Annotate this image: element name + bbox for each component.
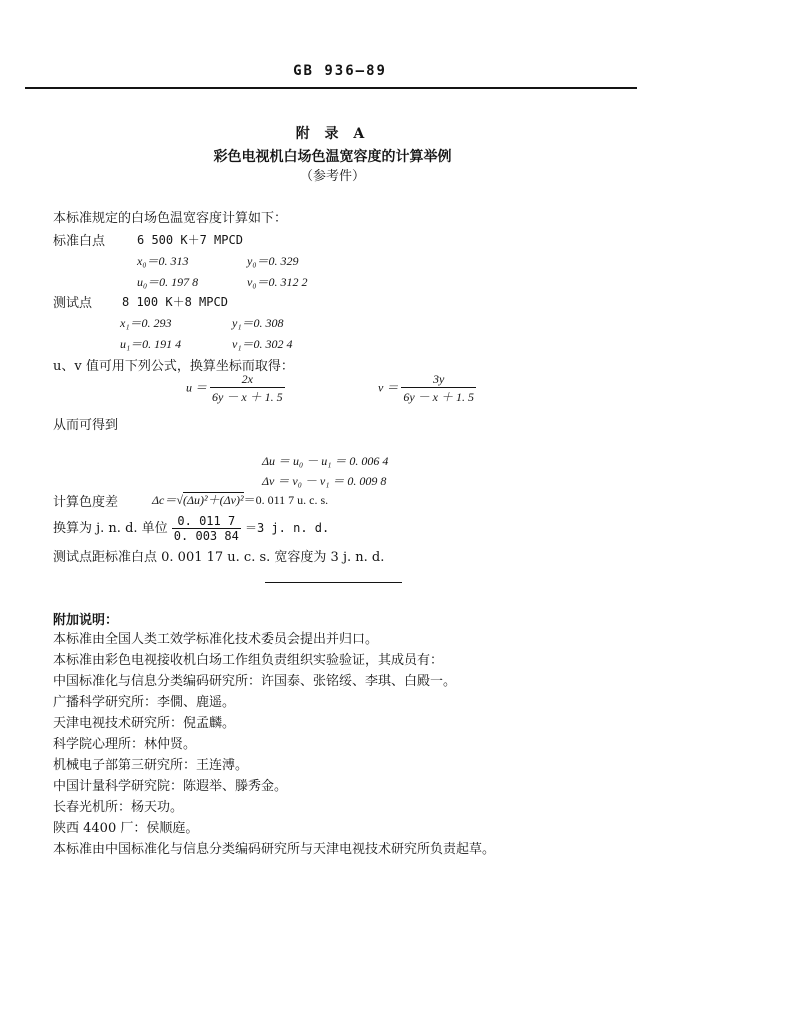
appendix-main-title: 彩色电视机白场色温宽容度的计算举例 bbox=[213, 149, 452, 165]
delta-u-equation: Δu ＝ u₀ － u₁ ＝ 0. 006 4 bbox=[262, 454, 389, 468]
u-formula-lhs: u ＝ bbox=[186, 380, 208, 395]
standard-number: GB 936—89 bbox=[293, 63, 387, 79]
v-formula bbox=[378, 372, 476, 405]
jnd-denominator: 0. 003 84 bbox=[173, 529, 239, 543]
sqrt-symbol: √ bbox=[176, 493, 183, 507]
note-line: 本标准由全国人类工效学标准化技术委员会提出并归口。 bbox=[53, 632, 379, 647]
y0-value: y₀＝0. 329 bbox=[247, 254, 299, 268]
section-divider bbox=[265, 582, 402, 583]
intro-text: 本标准规定的白场色温宽容度计算如下： bbox=[53, 211, 288, 226]
color-diff-lhs: Δc＝ bbox=[152, 493, 177, 507]
delta-v-equation: Δv ＝ v₀ － v₁ ＝ 0. 009 8 bbox=[262, 474, 387, 488]
notes-heading: 附加说明： bbox=[53, 613, 119, 628]
x1-value: x₁＝0. 293 bbox=[120, 316, 172, 330]
v-formula-denominator: 6y － x ＋ 1. 5 bbox=[403, 390, 474, 404]
v-formula-numerator: 3y bbox=[401, 372, 476, 388]
conclusion-text: 测试点距标准白点 0. 001 17 u. c. s. 宽容度为 3 j. n. d. bbox=[53, 550, 385, 565]
note-line: 天津电视技术研究所：倪孟麟。 bbox=[53, 716, 236, 731]
therefore-text: 从而可得到 bbox=[53, 418, 119, 433]
u-formula bbox=[186, 372, 285, 405]
note-line: 科学院心理所：林仲贤。 bbox=[53, 737, 197, 752]
appendix-subtitle: （参考件） bbox=[299, 169, 365, 184]
formula-intro: u、v 值可用下列公式，换算坐标而取得： bbox=[53, 359, 294, 374]
color-diff-label: 计算色度差 bbox=[53, 495, 119, 510]
u-formula-numerator: 2x bbox=[210, 372, 285, 388]
note-line: 本标准由彩色电视接收机白场工作组负责组织实验验证，其成员有： bbox=[53, 653, 444, 668]
note-line: 机械电子部第三研究所：王连溥。 bbox=[53, 758, 249, 773]
note-line: 广播科学研究所：李僩、鹿遥。 bbox=[53, 695, 236, 710]
note-line: 本标准由中国标准化与信息分类编码研究所与天津电视技术研究所负责起草。 bbox=[53, 842, 496, 857]
y1-value: y₁＝0. 308 bbox=[232, 316, 284, 330]
header-rule bbox=[25, 87, 637, 89]
u1-value: u₁＝0. 191 4 bbox=[120, 337, 182, 351]
note-line: 长春光机所：杨天功。 bbox=[53, 800, 184, 815]
v1-value: v₁＝0. 302 4 bbox=[232, 337, 293, 351]
std-white-value: 6 500 K＋7 MPCD bbox=[137, 233, 243, 247]
note-line: 中国标准化与信息分类编码研究所：许国泰、张铭绥、李琪、白殿一。 bbox=[53, 674, 457, 689]
jnd-fraction bbox=[172, 514, 241, 543]
u-formula-denominator: 6y － x ＋ 1. 5 bbox=[212, 390, 283, 404]
test-point-value: 8 100 K＋8 MPCD bbox=[122, 295, 228, 309]
u0-value: u₀＝0. 197 8 bbox=[137, 275, 199, 289]
jnd-rhs: ＝3 j. n. d. bbox=[244, 521, 330, 535]
std-white-label: 标准白点 bbox=[53, 234, 106, 249]
x0-value: x₀＝0. 313 bbox=[137, 254, 189, 268]
v-formula-fraction bbox=[401, 372, 476, 405]
appendix-title: 附 录 A bbox=[295, 126, 370, 142]
v0-value: v₀＝0. 312 2 bbox=[247, 275, 308, 289]
note-line: 中国计量科学研究院：陈遐举、滕秀金。 bbox=[53, 779, 288, 794]
jnd-prefix: 换算为 j. n. d. 单位 bbox=[53, 521, 168, 536]
v-formula-lhs: v ＝ bbox=[378, 380, 399, 395]
color-diff-equation bbox=[152, 491, 328, 508]
color-diff-rhs: ＝0. 011 7 u. c. s. bbox=[243, 493, 329, 507]
jnd-numerator: 0. 011 7 bbox=[172, 514, 241, 529]
test-point-label: 测试点 bbox=[53, 296, 93, 311]
u-formula-fraction bbox=[210, 372, 285, 405]
jnd-conversion bbox=[53, 514, 329, 543]
color-diff-radicand: (Δu)²＋(Δv)² bbox=[182, 493, 244, 507]
notes-list bbox=[53, 628, 495, 859]
note-line: 陕西 4400 厂：侯顺庭。 bbox=[53, 821, 199, 836]
